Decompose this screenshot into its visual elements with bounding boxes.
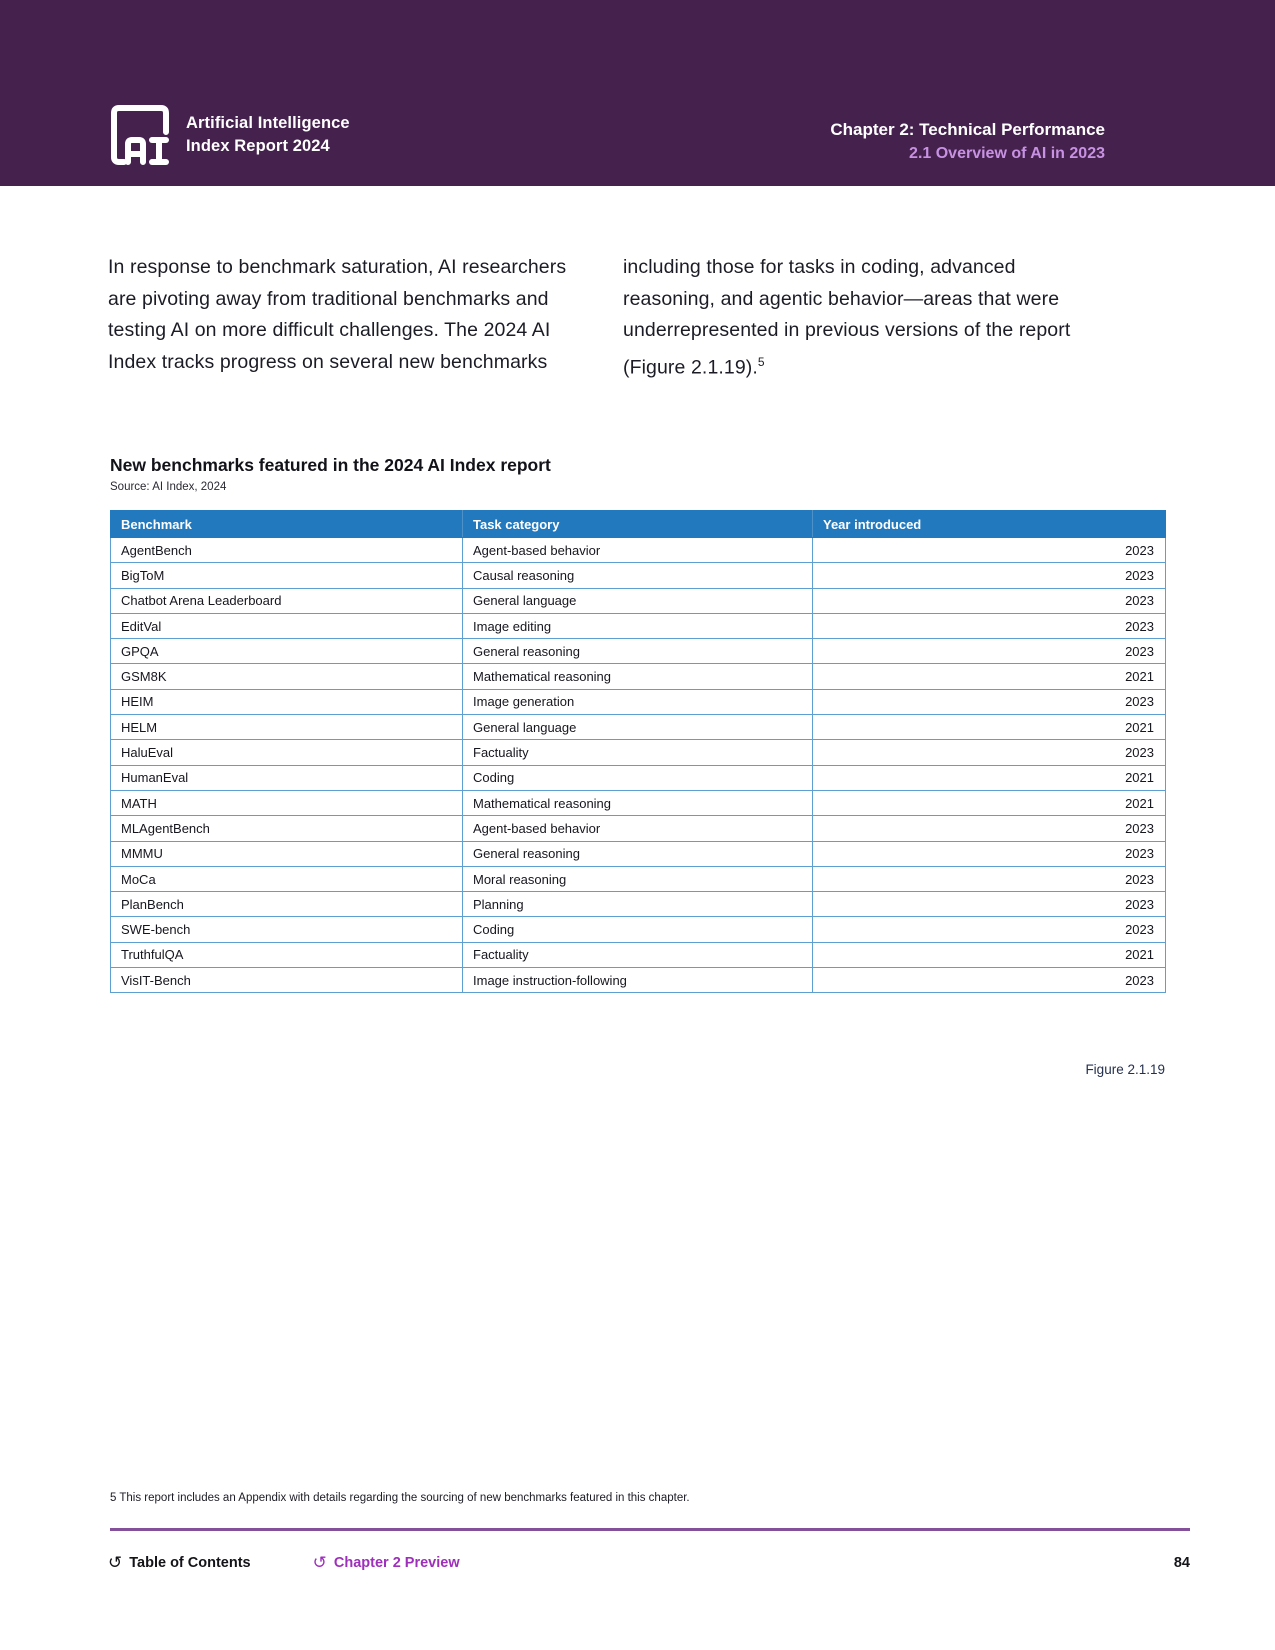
year-cell: 2023 [813,917,1166,942]
year-cell: 2021 [813,715,1166,740]
section-title[interactable]: 2.1 Overview of AI in 2023 [909,145,1105,162]
table-row [111,563,1166,588]
task-category-cell: Causal reasoning [463,563,813,588]
year-cell: 2023 [813,639,1166,664]
task-category-cell: General reasoning [463,841,813,866]
benchmark-table-header [111,511,1166,538]
task-category-cell: Factuality [463,740,813,765]
ai-index-logo-icon [108,102,172,168]
benchmark-cell: SWE-bench [111,917,463,942]
table-row [111,689,1166,714]
benchmark-cell: GSM8K [111,664,463,689]
intro-text [108,252,1090,384]
back-arrow-icon: ↺ [108,1553,123,1572]
table-of-contents-link[interactable] [108,1554,251,1571]
benchmark-cell: Chatbot Arena Leaderboard [111,588,463,613]
year-cell: 2021 [813,790,1166,815]
benchmark-cell: HEIM [111,689,463,714]
task-category-cell: Moral reasoning [463,866,813,891]
benchmark-cell: MoCa [111,866,463,891]
benchmark-table [110,510,1166,993]
intro-left-paragraph: In response to benchmark saturation, AI researchers are pivoting away from traditional benchmarks and testing AI on more difficult challenges. The 2024 AI Index tracks progress on several new benchmarks [108,256,567,373]
year-cell: 2021 [813,765,1166,790]
benchmark-cell: HumanEval [111,765,463,790]
header-chapter-block [830,118,1105,165]
benchmark-cell: PlanBench [111,892,463,917]
table-row [111,816,1166,841]
task-category-cell: Agent-based behavior [463,816,813,841]
table-row [111,613,1166,638]
benchmark-cell: MATH [111,790,463,815]
logo-title-line1: Artificial Intelligence [186,114,350,132]
table-row [111,968,1166,993]
footnote-text: 5 This report includes an Appendix with details regarding the sourcing of new benchmarks featured in this chapter. [110,1492,690,1504]
figure-title: New benchmarks featured in the 2024 AI Index report [110,455,551,475]
task-category-cell: Mathematical reasoning [463,664,813,689]
chapter-title: Chapter 2: Technical Performance [830,120,1105,139]
table-row [111,538,1166,563]
year-cell: 2023 [813,613,1166,638]
benchmark-table-body [111,538,1166,993]
task-category-cell: General language [463,588,813,613]
table-row [111,942,1166,967]
logo-title-line2: Index Report 2024 [186,137,330,155]
year-cell: 2023 [813,968,1166,993]
benchmark-cell: AgentBench [111,538,463,563]
table-row [111,664,1166,689]
year-cell: 2023 [813,538,1166,563]
footer-divider [110,1528,1190,1531]
task-category-cell: Coding [463,917,813,942]
table-row [111,892,1166,917]
task-category-cell: Agent-based behavior [463,538,813,563]
logo-title [186,112,350,158]
footer [108,1554,1190,1571]
header-row [111,511,1166,538]
intro-right-text: including those for tasks in coding, advanced reasoning, and agentic behavior—areas that were underrepresented in previous versions of the report (Figure 2.1.19). [623,256,1071,378]
table-row [111,740,1166,765]
column-header-task-category: Task category [463,511,813,538]
ai-index-logo [108,102,350,168]
figure-caption: Figure 2.1.19 [1085,1062,1165,1077]
table-row [111,765,1166,790]
year-cell: 2021 [813,664,1166,689]
table-of-contents-label: Table of Contents [129,1554,251,1571]
table-row [111,715,1166,740]
page-header [0,0,1275,186]
benchmark-cell: EditVal [111,613,463,638]
year-cell: 2023 [813,689,1166,714]
task-category-cell: Mathematical reasoning [463,790,813,815]
benchmark-cell: HELM [111,715,463,740]
benchmark-cell: GPQA [111,639,463,664]
task-category-cell: General language [463,715,813,740]
footnote-reference[interactable]: 5 [757,354,765,369]
column-header-year-introduced: Year introduced [813,511,1166,538]
year-cell: 2023 [813,740,1166,765]
year-cell: 2023 [813,563,1166,588]
chapter-2-preview-link[interactable] [313,1554,460,1571]
task-category-cell: Coding [463,765,813,790]
page-number: 84 [1173,1554,1190,1571]
year-cell: 2023 [813,841,1166,866]
column-header-benchmark: Benchmark [111,511,463,538]
table-row [111,917,1166,942]
year-cell: 2023 [813,892,1166,917]
figure-source: Source: AI Index, 2024 [110,481,227,493]
year-cell: 2023 [813,866,1166,891]
table-row [111,866,1166,891]
chapter-2-preview-label: Chapter 2 Preview [333,1554,460,1571]
table-row [111,841,1166,866]
benchmark-cell: MLAgentBench [111,816,463,841]
task-category-cell: Image instruction-following [463,968,813,993]
year-cell: 2023 [813,588,1166,613]
intro-right-paragraph [623,252,1090,384]
task-category-cell: General reasoning [463,639,813,664]
benchmark-cell: MMMU [111,841,463,866]
task-category-cell: Factuality [463,942,813,967]
back-arrow-icon: ↺ [312,1553,327,1572]
task-category-cell: Image editing [463,613,813,638]
year-cell: 2023 [813,816,1166,841]
year-cell: 2021 [813,942,1166,967]
benchmark-cell: BigToM [111,563,463,588]
task-category-cell: Planning [463,892,813,917]
table-row [111,588,1166,613]
task-category-cell: Image generation [463,689,813,714]
table-row [111,790,1166,815]
benchmark-cell: TruthfulQA [111,942,463,967]
table-row [111,639,1166,664]
benchmark-cell: HaluEval [111,740,463,765]
benchmark-cell: VisIT-Bench [111,968,463,993]
